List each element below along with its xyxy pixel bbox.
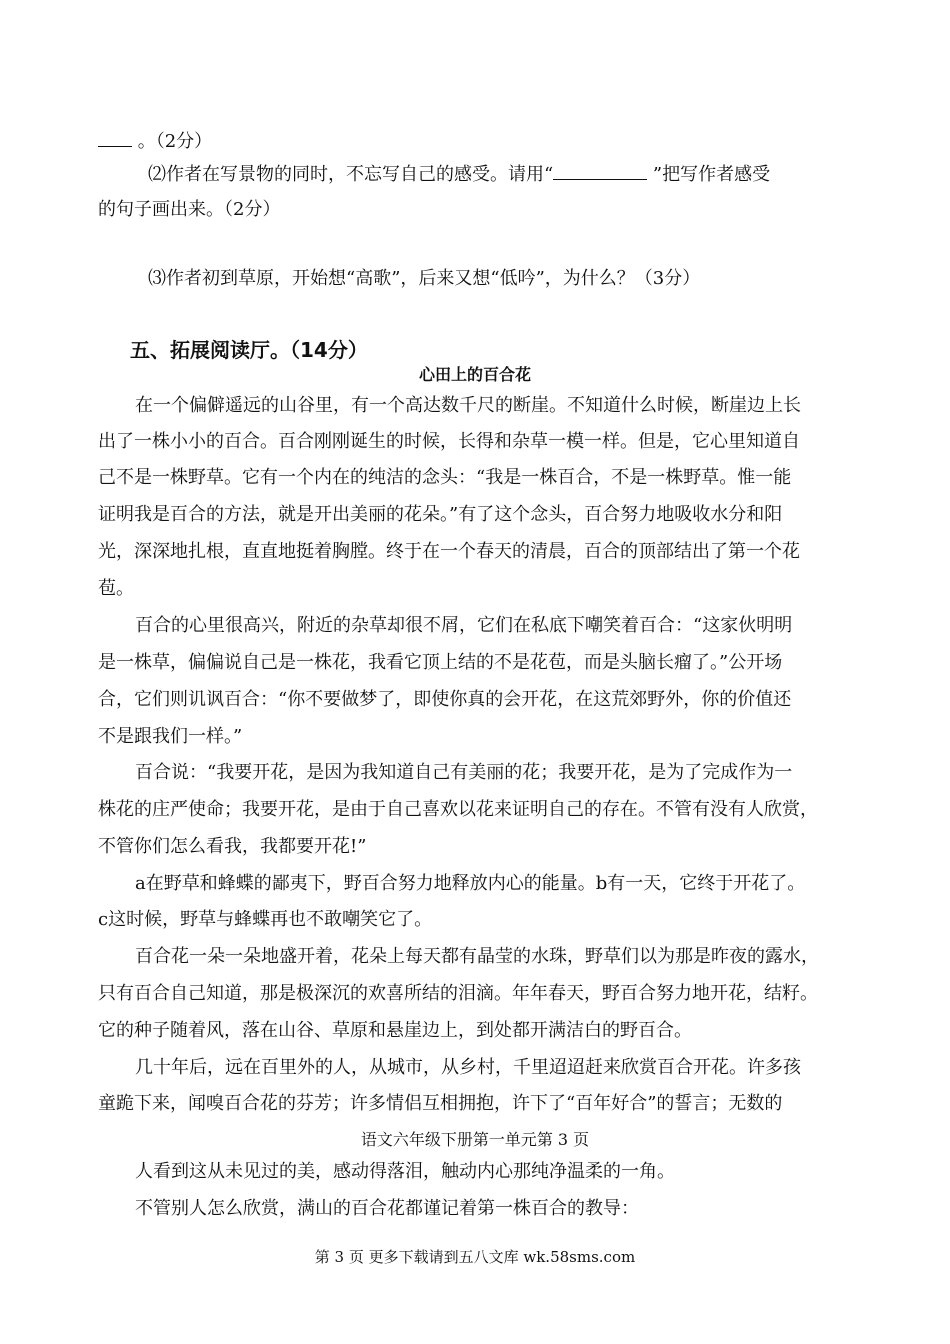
passage-line: 几十年后，远在百里外的人，从城市，从乡村，千里迢迢赶来欣赏百合开花。许多孩 xyxy=(135,1057,801,1078)
passage-line: a在野草和蜂蝶的鄙夷下，野百合努力地释放内心的能量。b有一天，它终于开花了。 xyxy=(135,873,806,894)
passage-line: 苞。 xyxy=(98,578,134,599)
passage-line: 不管别人怎么欣赏，满山的百合花都谨记着第一株百合的教导： xyxy=(135,1198,639,1219)
passage-line: c这时候，野草与蜂蝶再也不敢嘲笑它了。 xyxy=(98,909,433,930)
passage-line: 不是跟我们一样。” xyxy=(98,726,243,747)
question-3: ⑶作者初到草原，开始想“高歌”，后来又想“低吟”，为什么？（3分） xyxy=(148,268,701,289)
passage-line: 它的种子随着风，落在山谷、草原和悬崖边上，到处都开满洁白的野百合。 xyxy=(98,1020,692,1041)
passage-title: 心田上的百合花 xyxy=(418,365,531,384)
passage-line: 光，深深地扎根，直直地挺着胸膛。终于在一个春天的清晨，百合的顶部结出了第一个花 xyxy=(98,541,800,562)
passage-line: 己不是一株野草。它有一个内在的纯洁的念头：“我是一株百合，不是一株野草。惟一能 xyxy=(98,467,792,488)
passage-line: 童跪下来，闻嗅百合花的芬芳；许多情侣互相拥抱，许下了“百年好合”的誓言；无数的 xyxy=(98,1093,783,1114)
passage-line: 合，它们则讥讽百合：“你不要做梦了，即使你真的会开花，在这荒郊野外，你的价值还 xyxy=(98,689,792,710)
passage-line: 人看到这从未见过的美，感动得落泪，触动内心那纯净温柔的一角。 xyxy=(135,1161,675,1182)
passage-line: 株花的庄严使命；我要开花，是由于自己喜欢以花来证明自己的存在。不管有没有人欣赏， xyxy=(98,799,818,820)
passage-line: 百合说：“我要开花，是因为我知道自己有美丽的花；我要开花，是为了完成作为一 xyxy=(135,762,793,783)
question-2: ⑵作者在写景物的同时，不忘写自己的感受。请用“ ”把写作者感受 xyxy=(148,161,770,186)
answer-blank xyxy=(98,128,132,147)
section-heading: 五、拓展阅读厅。（14分） xyxy=(130,338,368,362)
passage-line: 出了一株小小的百合。百合刚刚诞生的时候，长得和杂草一模一样。但是，它心里知道自 xyxy=(98,431,800,452)
download-footer: 第 3 页 更多下载请到五八文库 wk.58sms.com xyxy=(314,1248,636,1266)
page-footer: 语文六年级下册第一单元第 3 页 xyxy=(360,1130,590,1149)
underline-sample xyxy=(553,161,647,180)
passage-line: 百合花一朵一朵地盛开着，花朵上每天都有晶莹的水珠，野草们以为那是昨夜的露水， xyxy=(135,946,819,967)
answer-line-fragment: 。（2分） xyxy=(98,128,212,153)
passage-line: 百合的心里很高兴，附近的杂草却很不屑，它们在私底下嘲笑着百合：“这家伙明明 xyxy=(135,615,793,636)
passage-line: 在一个偏僻遥远的山谷里，有一个高达数千尺的断崖。不知道什么时候，断崖边上长 xyxy=(135,395,801,416)
passage-line: 是一株草，偏偏说自己是一株花，我看它顶上结的不是花苞，而是头脑长瘤了。”公开场 xyxy=(98,652,783,673)
passage-line: 不管你们怎么看我，我都要开花!” xyxy=(98,836,367,857)
passage-line: 证明我是百合的方法，就是开出美丽的花朵。”有了这个念头，百合努力地吸收水分和阳 xyxy=(98,504,783,525)
passage-line: 只有百合自己知道，那是极深沉的欢喜所结的泪滴。年年春天，野百合努力地开花，结籽。 xyxy=(98,983,818,1004)
question-2-line2: 的句子画出来。（2分） xyxy=(98,199,281,220)
